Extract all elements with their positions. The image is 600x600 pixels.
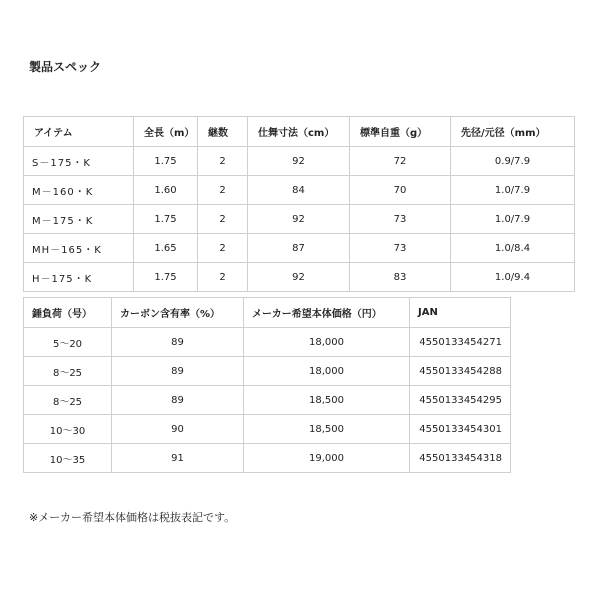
cell-length: 1.75 bbox=[134, 147, 198, 176]
table-row bbox=[24, 147, 575, 176]
table-row bbox=[24, 415, 511, 444]
cell-item: M－160・K bbox=[24, 176, 134, 205]
cell-closed-length: 92 bbox=[248, 147, 350, 176]
header-closed-length: 仕舞寸法（cm） bbox=[248, 117, 350, 147]
table-row bbox=[24, 357, 511, 386]
cell-carbon-content: 90 bbox=[112, 415, 244, 444]
spec-table bbox=[23, 116, 575, 292]
cell-sinker-load: 10～30 bbox=[24, 415, 112, 444]
header-sinker-load: 錘負荷（号） bbox=[24, 298, 112, 328]
header-sections: 継数 bbox=[198, 117, 248, 147]
page-title: 製品スペック bbox=[29, 60, 102, 74]
cell-price: 18,000 bbox=[244, 328, 410, 357]
cell-price: 18,000 bbox=[244, 357, 410, 386]
spec-table-header bbox=[24, 117, 575, 147]
cell-sections: 2 bbox=[198, 263, 248, 292]
cell-jan: 4550133454288 bbox=[410, 357, 511, 386]
header-weight: 標準自重（g） bbox=[350, 117, 451, 147]
cell-diameter: 1.0/7.9 bbox=[451, 176, 575, 205]
cell-item: MH－165・K bbox=[24, 234, 134, 263]
cell-weight: 73 bbox=[350, 234, 451, 263]
cell-length: 1.75 bbox=[134, 263, 198, 292]
price-note: ※メーカー希望本体価格は税抜表記です。 bbox=[29, 511, 236, 524]
cell-item: H－175・K bbox=[24, 263, 134, 292]
cell-price: 18,500 bbox=[244, 386, 410, 415]
cell-weight: 73 bbox=[350, 205, 451, 234]
cell-jan: 4550133454295 bbox=[410, 386, 511, 415]
header-carbon-content: カーボン含有率（%） bbox=[112, 298, 244, 328]
cell-sinker-load: 8～25 bbox=[24, 357, 112, 386]
cell-sinker-load: 10～35 bbox=[24, 444, 112, 473]
table-row bbox=[24, 444, 511, 473]
cell-diameter: 1.0/9.4 bbox=[451, 263, 575, 292]
cell-jan: 4550133454318 bbox=[410, 444, 511, 473]
cell-sections: 2 bbox=[198, 147, 248, 176]
cell-sections: 2 bbox=[198, 234, 248, 263]
cell-closed-length: 92 bbox=[248, 205, 350, 234]
cell-length: 1.75 bbox=[134, 205, 198, 234]
table-row bbox=[24, 176, 575, 205]
header-length: 全長（m） bbox=[134, 117, 198, 147]
cell-carbon-content: 91 bbox=[112, 444, 244, 473]
cell-jan: 4550133454271 bbox=[410, 328, 511, 357]
price-table bbox=[23, 297, 511, 473]
cell-sections: 2 bbox=[198, 205, 248, 234]
cell-weight: 72 bbox=[350, 147, 451, 176]
cell-item: S－175・K bbox=[24, 147, 134, 176]
cell-length: 1.60 bbox=[134, 176, 198, 205]
header-price: メーカー希望本体価格（円） bbox=[244, 298, 410, 328]
price-table-header bbox=[24, 298, 511, 328]
cell-sections: 2 bbox=[198, 176, 248, 205]
cell-diameter: 1.0/7.9 bbox=[451, 205, 575, 234]
cell-jan: 4550133454301 bbox=[410, 415, 511, 444]
cell-diameter: 0.9/7.9 bbox=[451, 147, 575, 176]
header-diameter: 先径/元径（mm） bbox=[451, 117, 575, 147]
cell-carbon-content: 89 bbox=[112, 357, 244, 386]
cell-closed-length: 84 bbox=[248, 176, 350, 205]
header-item: アイテム bbox=[24, 117, 134, 147]
cell-diameter: 1.0/8.4 bbox=[451, 234, 575, 263]
table-row bbox=[24, 328, 511, 357]
table-row bbox=[24, 263, 575, 292]
cell-price: 18,500 bbox=[244, 415, 410, 444]
header-jan: JAN bbox=[410, 298, 511, 328]
cell-price: 19,000 bbox=[244, 444, 410, 473]
table-row bbox=[24, 205, 575, 234]
cell-weight: 83 bbox=[350, 263, 451, 292]
cell-sinker-load: 8～25 bbox=[24, 386, 112, 415]
cell-item: M－175・K bbox=[24, 205, 134, 234]
cell-sinker-load: 5～20 bbox=[24, 328, 112, 357]
cell-carbon-content: 89 bbox=[112, 386, 244, 415]
table-row bbox=[24, 386, 511, 415]
cell-carbon-content: 89 bbox=[112, 328, 244, 357]
cell-length: 1.65 bbox=[134, 234, 198, 263]
cell-closed-length: 92 bbox=[248, 263, 350, 292]
table-row bbox=[24, 234, 575, 263]
cell-weight: 70 bbox=[350, 176, 451, 205]
cell-closed-length: 87 bbox=[248, 234, 350, 263]
